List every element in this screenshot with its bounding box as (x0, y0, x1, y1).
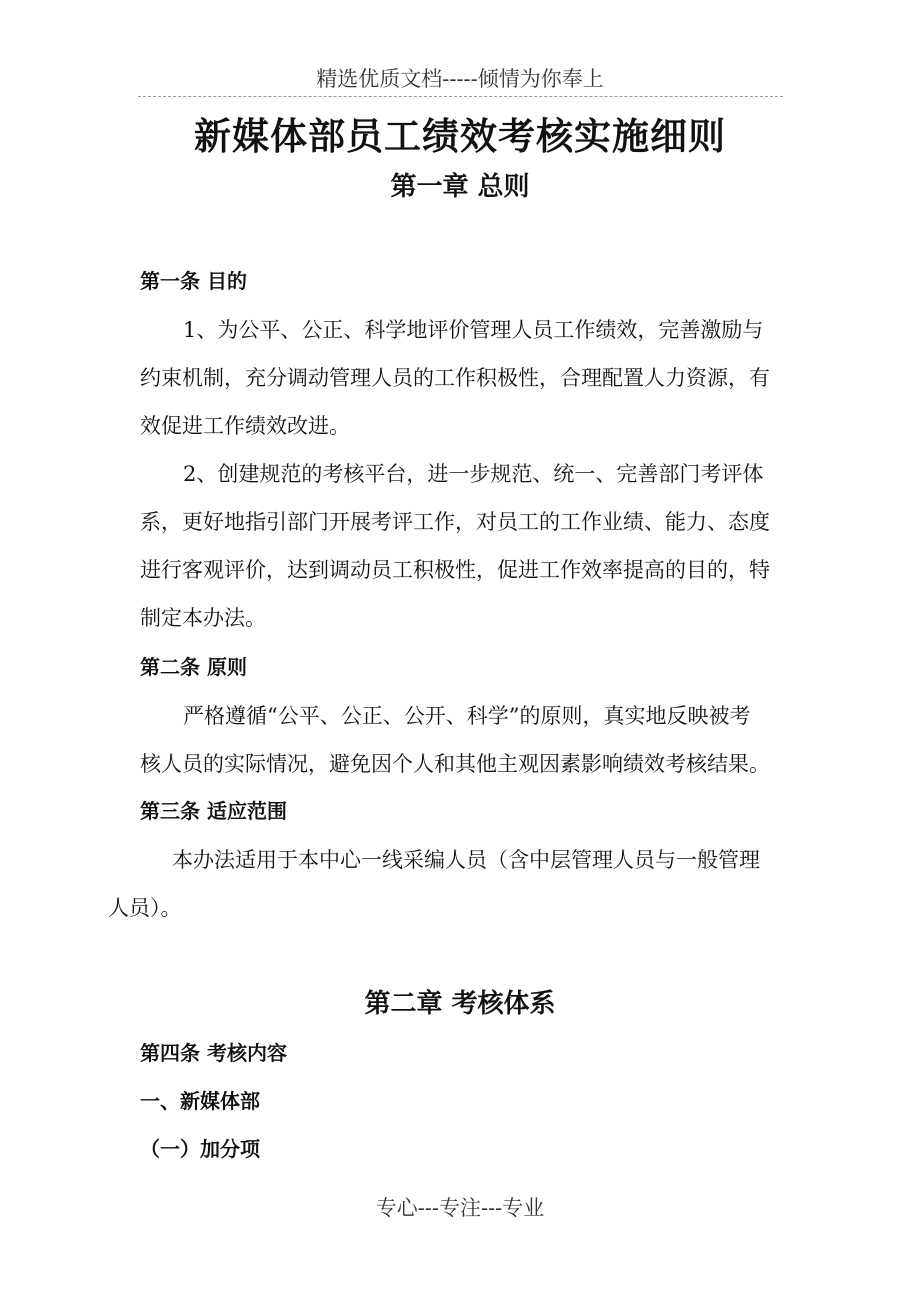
article-1-heading: 第一条 目的 (140, 269, 247, 293)
article-3-line: 本办法适用于本中心一线采编人员（含中层管理人员与一般管理 (172, 848, 760, 872)
article-2-heading: 第二条 原则 (140, 655, 247, 679)
article-3-heading: 第三条 适应范围 (140, 799, 287, 823)
header-divider (138, 96, 783, 97)
article-1-line: 2、创建规范的考核平台，进一步规范、统一、完善部门考评体 (183, 462, 764, 486)
document-title: 新媒体部员工绩效考核实施细则 (194, 114, 726, 158)
article-1-line: 1、为公平、公正、科学地评价管理人员工作绩效，完善激励与 (183, 318, 764, 342)
article-4-heading: 第四条 考核内容 (140, 1041, 287, 1065)
article-2-line: 核人员的实际情况，避免因个人和其他主观因素影响绩效考核结果。 (140, 752, 770, 776)
article-1-line: 约束机制，充分调动管理人员的工作积极性，合理配置人力资源，有 (140, 366, 770, 390)
article-1-line: 进行客观评价，达到调动员工积极性，促进工作效率提高的目的，特 (140, 558, 770, 582)
article-1-line: 效促进工作绩效改进。 (140, 414, 350, 438)
article-2-line: 严格遵循“公平、公正、公开、科学”的原则，真实地反映被考 (183, 704, 751, 728)
page-header-text: 精选优质文档-----倾情为你奉上 (316, 67, 604, 91)
chapter-1-heading: 第一章 总则 (390, 172, 530, 202)
section-1-heading: 一、新媒体部 (140, 1089, 260, 1113)
chapter-2-heading: 第二章 考核体系 (364, 989, 556, 1019)
subsection-1-heading: （一）加分项 (140, 1137, 260, 1161)
article-3-line: 人员）。 (108, 896, 182, 920)
page-footer-text: 专心---专注---专业 (375, 1196, 545, 1220)
article-1-line: 制定本办法。 (140, 606, 266, 630)
article-1-line: 系，更好地指引部门开展考评工作，对员工的工作业绩、能力、态度 (140, 510, 770, 534)
